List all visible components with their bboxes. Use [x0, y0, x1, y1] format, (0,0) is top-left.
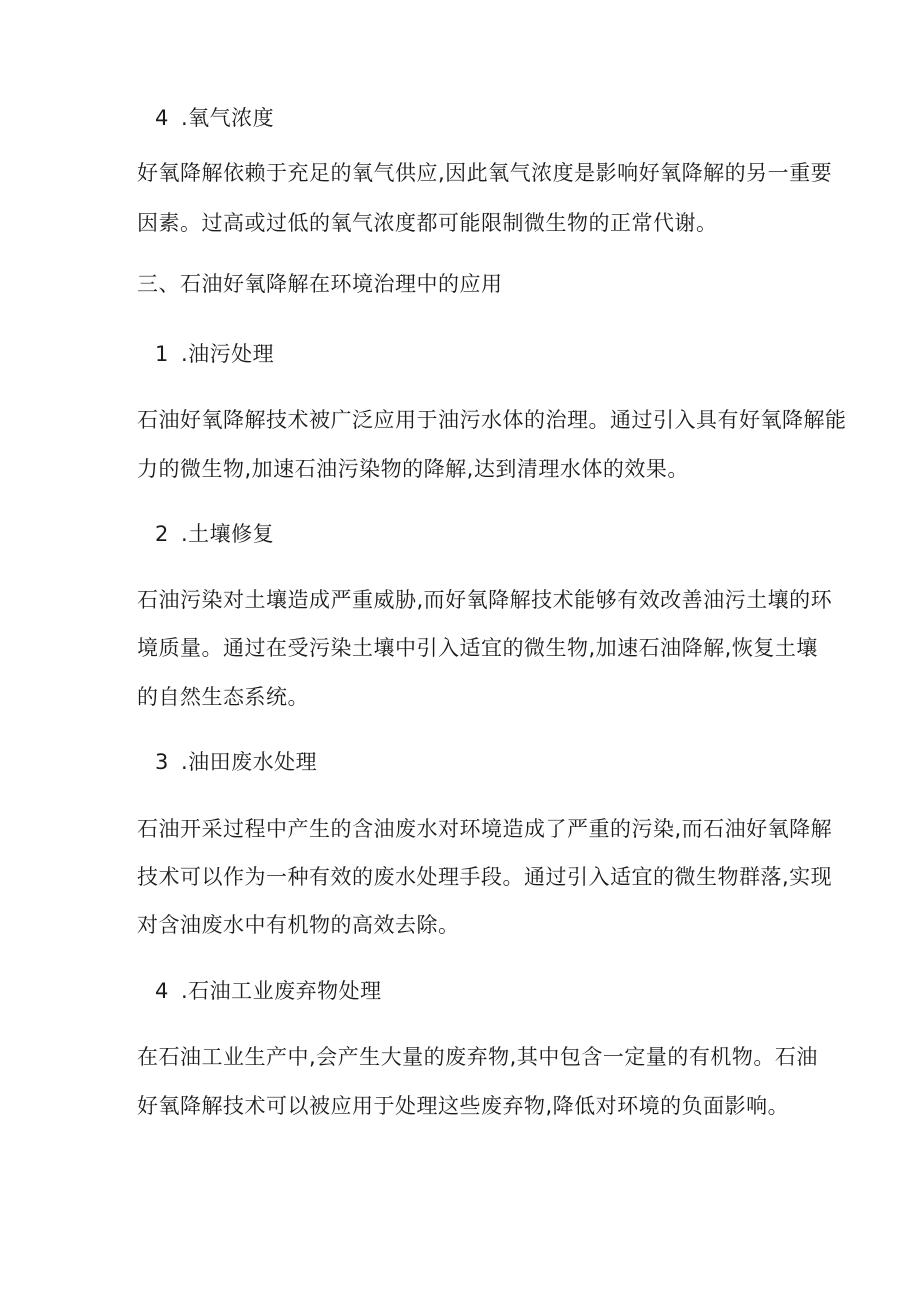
subheading-oxygen-concentration [155, 104, 274, 132]
subheading-soil-remediation [155, 520, 274, 548]
heading-title: .土壤修复 [181, 522, 275, 546]
heading-title: .油田废水处理 [181, 750, 318, 774]
heading-number: 2 [155, 522, 169, 546]
paragraph-line: 技术可以作为一种有效的废水处理手段。通过引入适宜的微生物群落,实现 [137, 865, 833, 889]
paragraph-line: 石油好氧降解技术被广泛应用于油污水体的治理。通过引入具有好氧降解能 [137, 408, 847, 432]
paragraph-line: 在石油工业生产中,会产生大量的废弃物,其中包含一定量的有机物。石油 [137, 1045, 818, 1069]
subheading-oilfield-wastewater [155, 748, 317, 776]
paragraph-line: 好氧降解依赖于充足的氧气供应,因此氧气浓度是影响好氧降解的另一重要 [137, 161, 833, 185]
paragraph-line: 石油污染对土壤造成严重威胁,而好氧降解技术能够有效改善油污土壤的环 [137, 588, 833, 612]
section-heading: 三、石油好氧降解在环境治理中的应用 [137, 272, 503, 296]
heading-number: 4 [155, 979, 169, 1003]
paragraph-line: 石油开采过程中产生的含油废水对环境造成了严重的污染,而石油好氧降解 [137, 817, 833, 841]
subheading-oil-pollution-treatment [155, 340, 274, 368]
heading-title: .石油工业废弃物处理 [181, 979, 382, 1003]
heading-title: .油污处理 [181, 342, 275, 366]
subheading-petroleum-industry-waste [155, 977, 382, 1005]
paragraph-line: 的自然生态系统。 [137, 685, 309, 709]
paragraph-line: 境质量。通过在受污染土壤中引入适宜的微生物,加速石油降解,恢复土壤 [137, 636, 818, 660]
heading-number: 4 [155, 106, 169, 130]
paragraph-line: 力的微生物,加速石油污染物的降解,达到清理水体的效果。 [137, 457, 689, 481]
paragraph-line: 对含油废水中有机物的高效去除。 [137, 913, 460, 937]
paragraph-line: 好氧降解技术可以被应用于处理这些废弃物,降低对环境的负面影响。 [137, 1094, 790, 1118]
heading-number: 1 [155, 342, 169, 366]
heading-number: 3 [155, 750, 169, 774]
paragraph-line: 因素。过高或过低的氧气浓度都可能限制微生物的正常代谢。 [137, 211, 718, 235]
heading-title: .氧气浓度 [181, 106, 275, 130]
